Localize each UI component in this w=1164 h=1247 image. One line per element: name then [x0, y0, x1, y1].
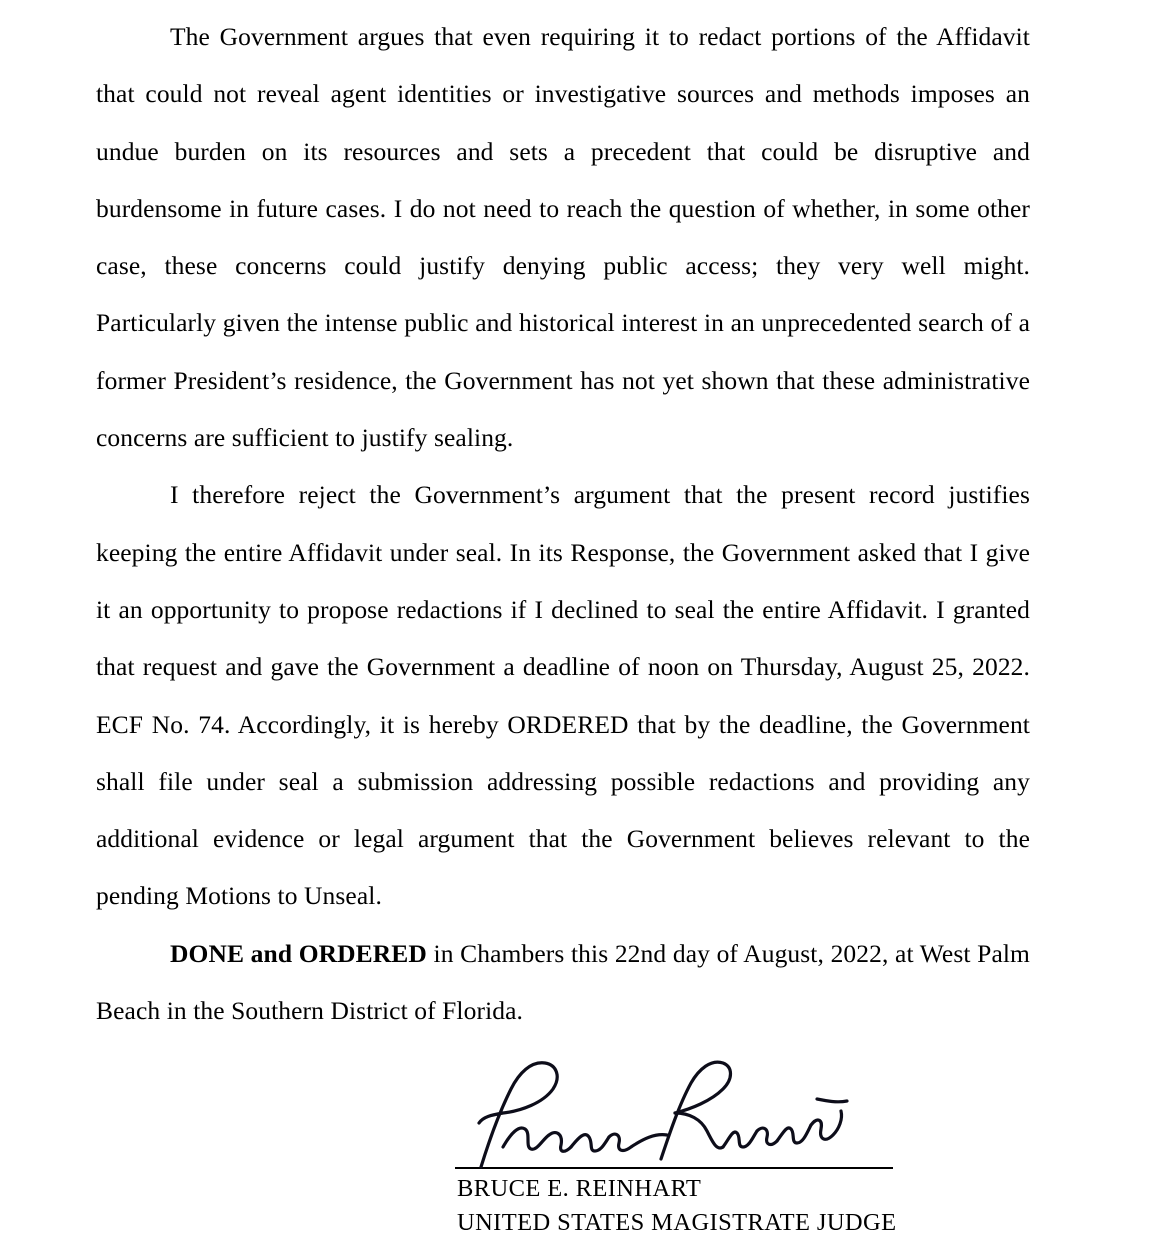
- paragraph-government-argues: The Government argues that even requiring it to redact portions of the Affidavit that could not reveal agent identities or investigative sources and methods imposes an undue burden on its resources and sets a precedent that could be disruptive and burdensome in future cases. I do not need to reach the question of whether, in some other case, these concerns could justify denying public access; they very well might. Particularly given the intense public and historical interest in an unprecedented search of a former President’s residence, the Government has not yet shown that these administrative concerns are sufficient to justify sealing.: [96, 22, 1030, 453]
- judge-title: UNITED STATES MAGISTRATE JUDGE: [457, 1209, 897, 1236]
- paragraph-done-and-ordered: [96, 925, 1030, 1040]
- done-and-ordered-lead: DONE and ORDERED: [170, 938, 427, 968]
- document-body: [96, 8, 1030, 1039]
- done-and-ordered-rest: in Chambers this 22nd day of August, 2022, at West Palm Beach in the Southern District of Florida.: [96, 938, 1030, 1026]
- signature-block: [455, 1055, 975, 1237]
- handwritten-signature-icon: [465, 1055, 865, 1175]
- paragraph-reject-argument: I therefore reject the Government’s argument that the present record justifies keeping the entire Affidavit under seal. In its Response, the Government asked that I give it an opportunity to propose redactions if I declined to seal the entire Affidavit. I granted that request and gave the Government a deadline of noon on Thursday, August 25, 2022. ECF No. 74. Accordingly, it is hereby ORDERED that by the deadline, the Government shall file under seal a submission addressing possible redactions and providing any additional evidence or legal argument that the Government believes relevant to the pending Motions to Unseal.: [96, 480, 1030, 911]
- judge-name: BRUCE E. REINHART: [457, 1175, 702, 1202]
